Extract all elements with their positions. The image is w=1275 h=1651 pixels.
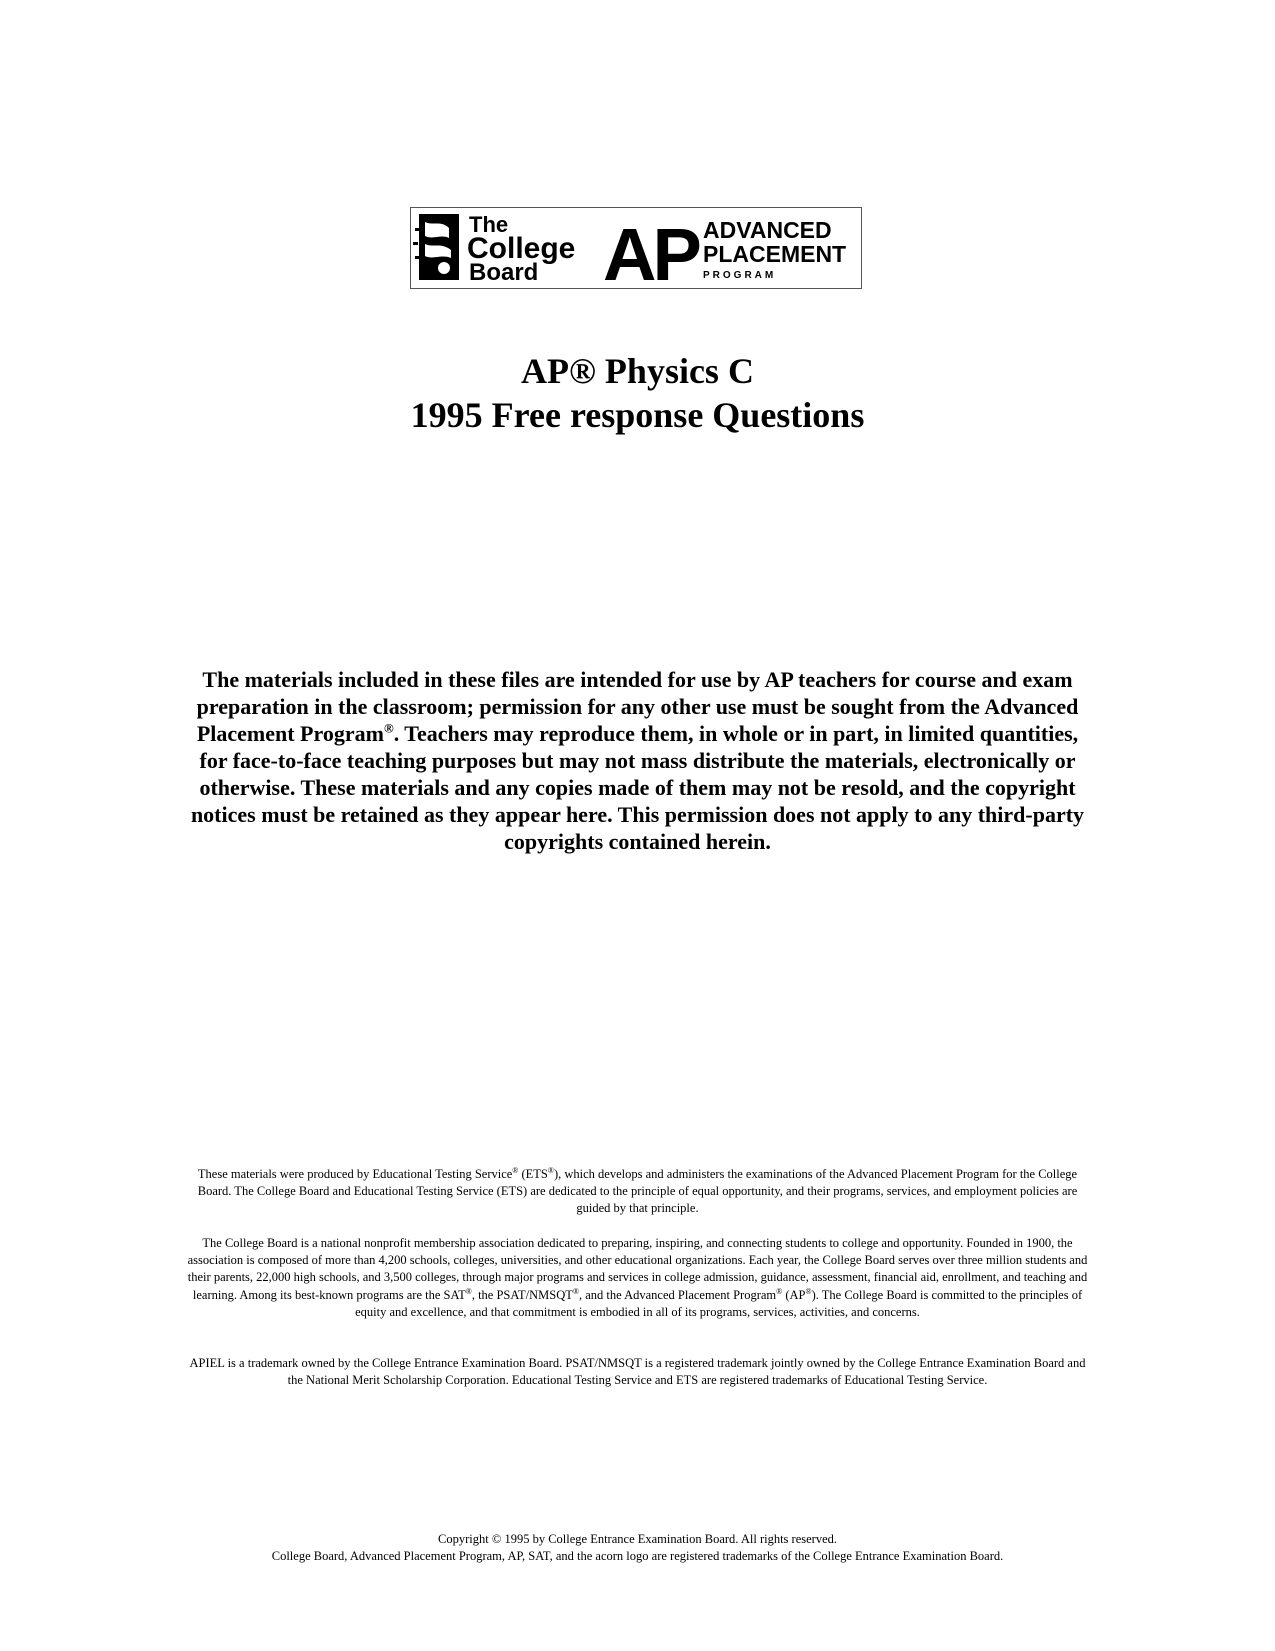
registered-mark: ® (547, 1165, 554, 1175)
ets-text-c: ), which develops and administers the examinations of the Advanced Placement Program for the College Board. The College Board and Educational Testing Service (ETS) are dedicated to the principle of equal opportunity, and their programs, services, and employment policies are guided by that principle. (197, 1167, 1078, 1216)
registered-mark: ® (383, 720, 394, 736)
cb-text-e: ). The College Board is committed to the principles of equity and excellence, and that commitment is embodied in all of its programs, services, activities, and concerns. (355, 1287, 1083, 1319)
ets-paragraph (184, 1166, 1091, 1218)
usage-notice (190, 666, 1085, 855)
logo-graphic (411, 208, 860, 287)
registered-mark: ® (465, 1286, 472, 1296)
trademark-paragraph: APIEL is a trademark owned by the College Entrance Examination Board. PSAT/NMSQT is a registered trademark jointly owned by the College Entrance Examination Board and the National Merit Scholarship Corporation. Educational Testing Service and ETS are registered trademarks of Educational Testing Service. (189, 1356, 1086, 1388)
usage-notice-part2: . Teachers may reproduce them, in whole or in part, in limited quantities, for face-to-face teaching purposes but may not mass distribute the materials, electronically or otherwise. These materials and any copies made of them may not be resold, and the copyright notices must be retained as they appear here. This permission does not apply to any third-party copyrights contained herein. (190, 721, 1085, 854)
cb-text-d: (AP (782, 1287, 806, 1302)
page-title: AP® Physics C (521, 351, 754, 391)
logo-text-the: The (469, 212, 509, 237)
college-board-ap-logo (410, 207, 862, 289)
logo-text-college: College (467, 232, 576, 265)
usage-notice-part1: The materials included in these files are intended for use by AP teachers for course and exam preparation in the classroom; permission for any other use must be sought from the Advanced Placement Program (196, 667, 1079, 746)
logo-text-program: PROGRAM (703, 270, 777, 281)
ets-text-b: (ETS (518, 1167, 548, 1181)
trademark-line: College Board, Advanced Placement Program, AP, SAT, and the acorn logo are registered trademarks of the College Entrance Examination Board. (271, 1549, 1004, 1563)
registered-mark: ® (512, 1165, 519, 1175)
registered-mark: ® (572, 1286, 579, 1296)
logo-text-advanced: ADVANCED (703, 217, 832, 243)
ets-text-a: These materials were produced by Educational Testing Service (197, 1167, 513, 1181)
registered-mark: ® (805, 1286, 812, 1296)
logo-text-ap: AP (603, 213, 698, 287)
copyright-line: Copyright © 1995 by College Entrance Examination Board. All rights reserved. (438, 1532, 837, 1546)
page-subtitle: 1995 Free response Questions (410, 395, 865, 435)
cb-text-b: , the PSAT/NMSQT (471, 1287, 573, 1302)
logo-text-placement: PLACEMENT (703, 241, 847, 267)
logo-text-board: Board (469, 259, 539, 286)
cb-text-c: , and the Advanced Placement Program (578, 1287, 777, 1302)
acorn-icon (413, 214, 459, 280)
cb-text-a: The College Board is a national nonprofit membership association dedicated to preparing, inspiring, and connecting students to college and opportunity. Founded in 1900, the association is composed of more than 4,200 schools, colleges, universities, and other educational organizations. Each year, the College Board serves over three million students and their parents, 22,000 high schools, and 3,500 colleges, through major programs and services in college admission, guidance, assessment, financial aid, enrollment, and teaching and learning. Among its best-known programs are the SAT (187, 1236, 1088, 1302)
registered-mark: ® (776, 1286, 783, 1296)
college-board-paragraph (184, 1235, 1091, 1321)
